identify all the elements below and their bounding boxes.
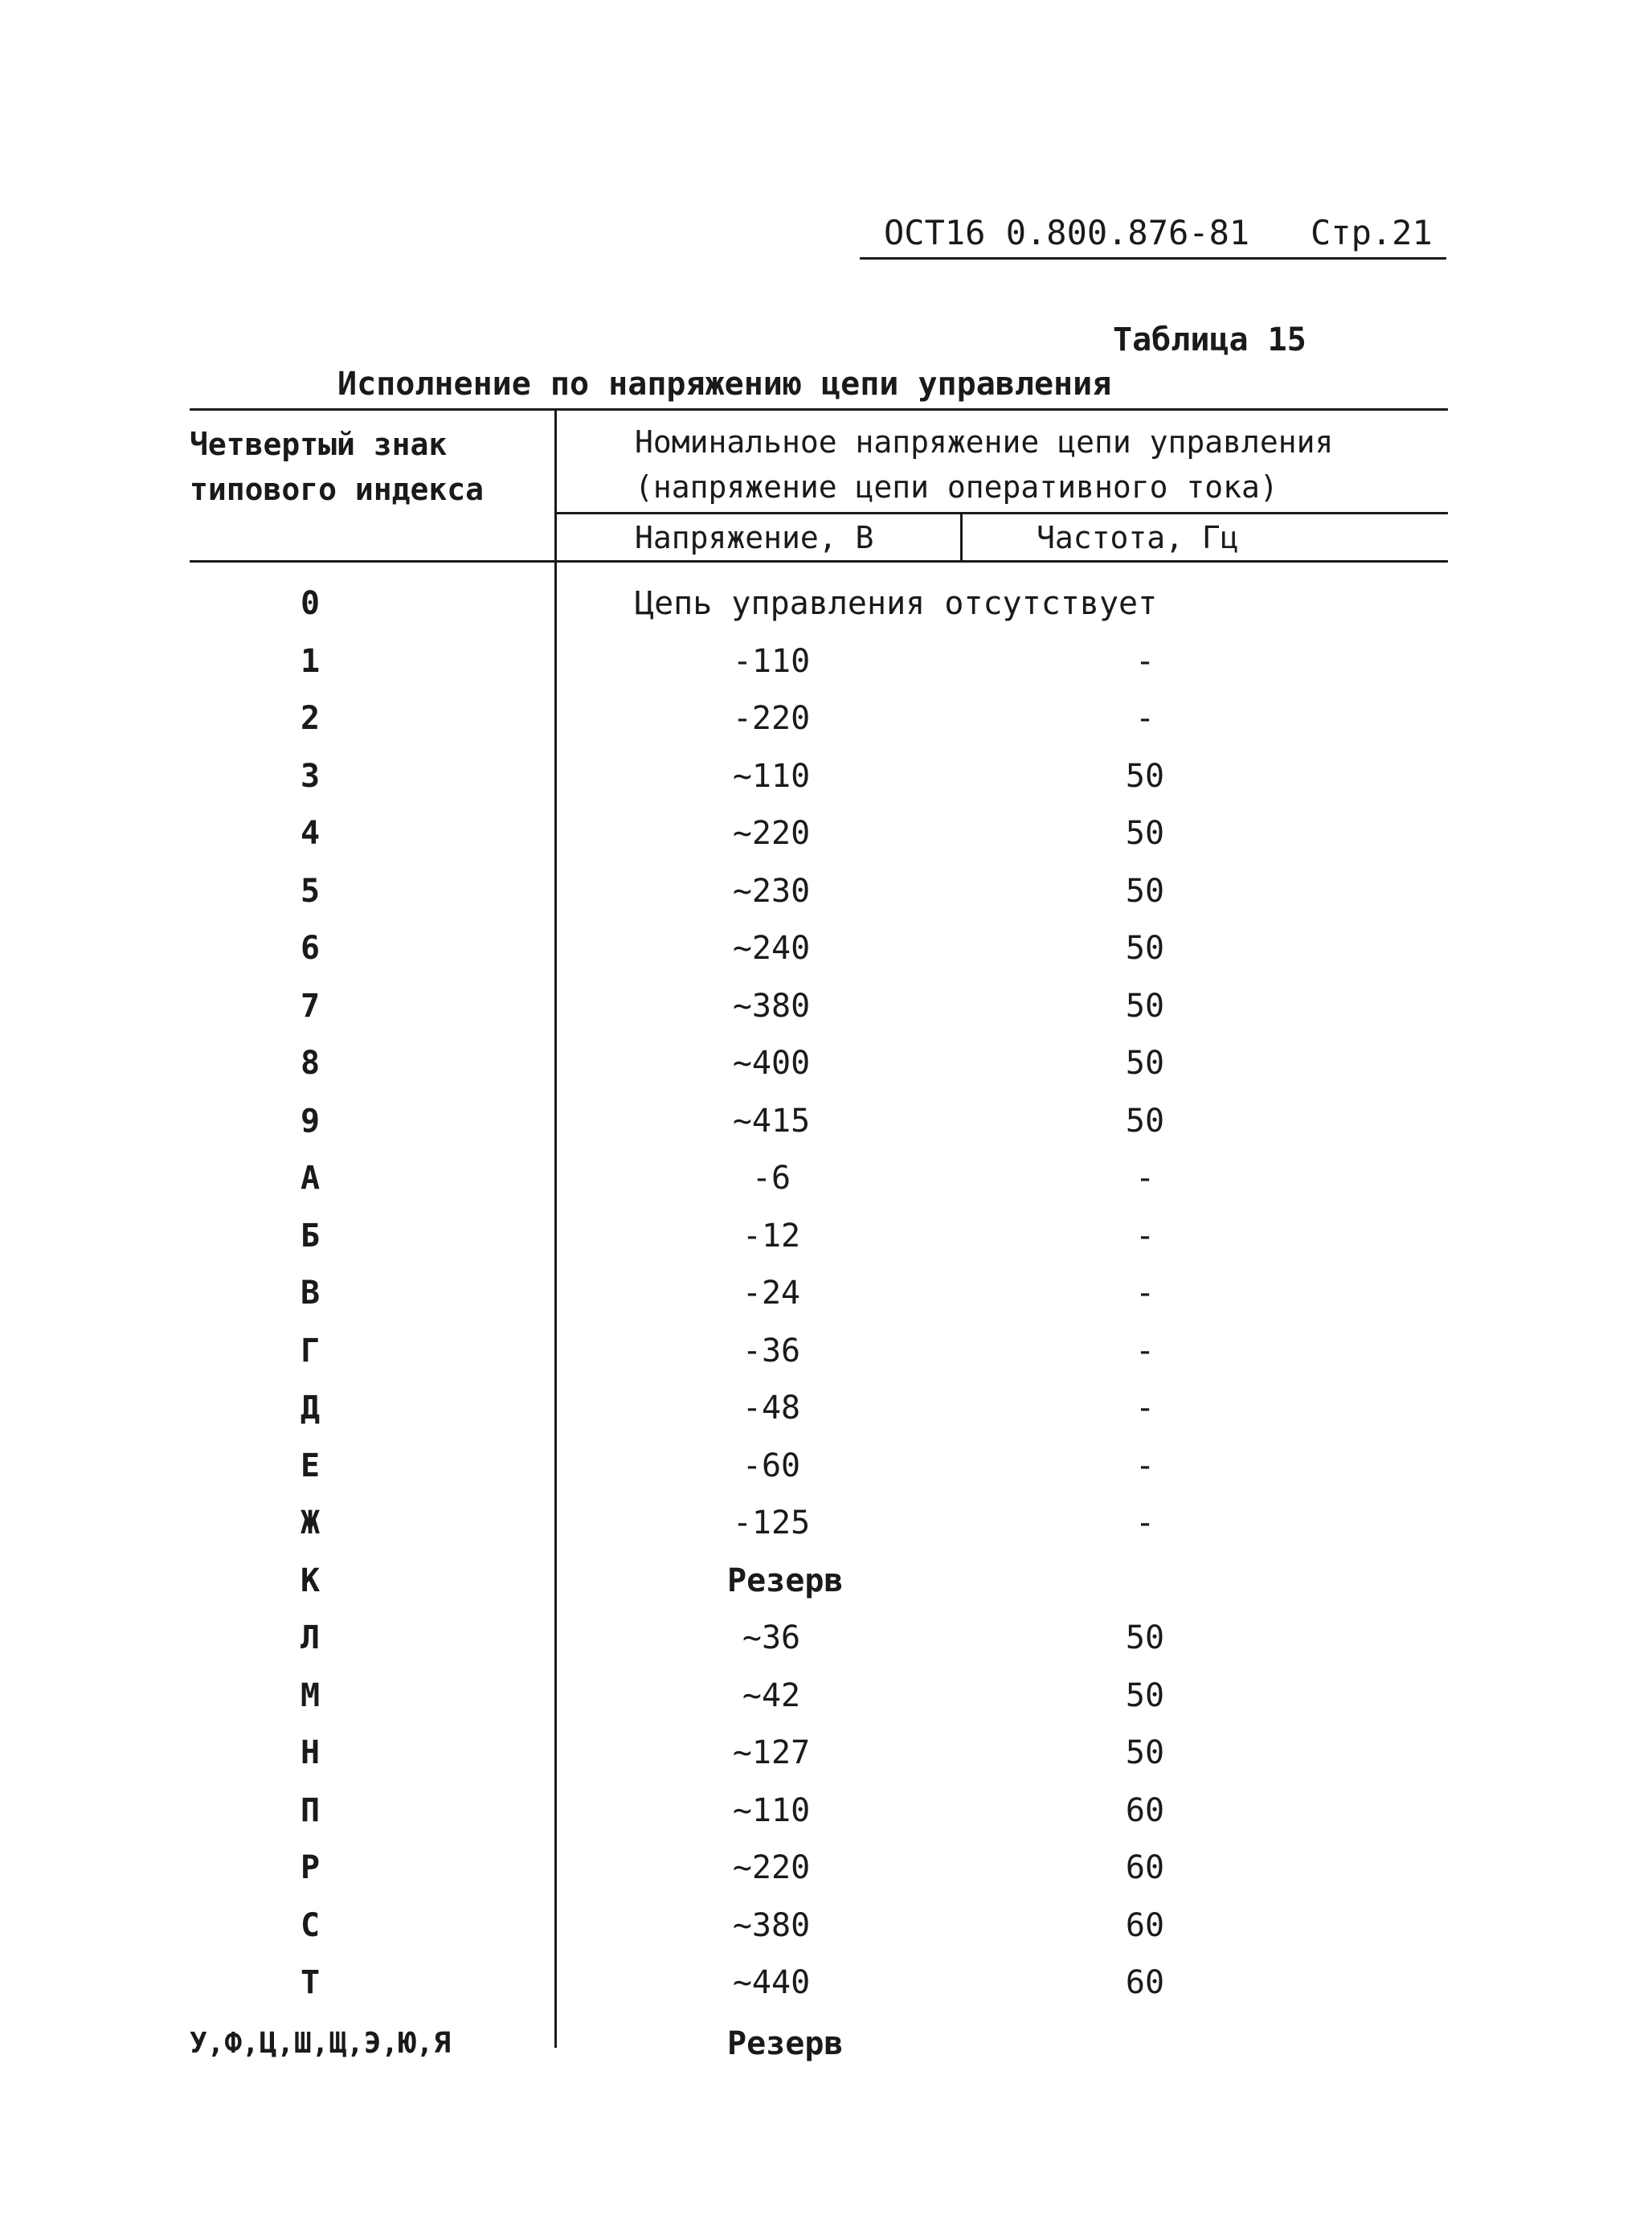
table-row bbox=[0, 1495, 1652, 1551]
cell-code: Г bbox=[300, 1332, 321, 1369]
cell-frequency: 50 bbox=[1125, 872, 1165, 910]
cell-code: Д bbox=[300, 1390, 321, 1427]
cell-code: Т bbox=[300, 1964, 321, 2001]
cell-code: 9 bbox=[300, 1102, 321, 1140]
column-header-voltage: Напряжение, В bbox=[635, 520, 874, 555]
cell-voltage: ~220 bbox=[732, 815, 811, 852]
cell-frequency: 60 bbox=[1125, 1849, 1165, 1886]
cell-code: 1 bbox=[300, 642, 321, 680]
cell-voltage: ~400 bbox=[732, 1045, 811, 1082]
cell-frequency: 50 bbox=[1125, 930, 1165, 967]
cell-voltage: -110 bbox=[732, 642, 811, 680]
cell-frequency: 60 bbox=[1125, 1906, 1165, 1944]
cell-code: 5 bbox=[300, 872, 321, 910]
cell-code: Н bbox=[300, 1734, 321, 1771]
cell-voltage: -48 bbox=[742, 1390, 801, 1427]
cell-code: 3 bbox=[300, 757, 321, 795]
cell-code: 2 bbox=[300, 700, 321, 737]
cell-frequency: - bbox=[1135, 642, 1155, 680]
cell-voltage: Резерв bbox=[727, 1562, 844, 1599]
cell-code: Е bbox=[300, 1447, 321, 1484]
table-row bbox=[0, 1553, 1652, 1609]
cell-frequency: 50 bbox=[1125, 757, 1165, 795]
cell-code: Б bbox=[300, 1217, 321, 1255]
table-row bbox=[0, 920, 1652, 976]
cell-frequency: - bbox=[1135, 1160, 1155, 1197]
cell-voltage: Резерв bbox=[727, 2024, 844, 2062]
column-header-frequency: Частота, Гц bbox=[1037, 520, 1239, 555]
cell-code: 7 bbox=[300, 987, 321, 1025]
table-row bbox=[0, 1265, 1652, 1321]
cell-frequency: 50 bbox=[1125, 1619, 1165, 1656]
cell-code: 6 bbox=[300, 930, 321, 967]
cell-frequency: - bbox=[1135, 1217, 1155, 1255]
cell-frequency: 50 bbox=[1125, 815, 1165, 852]
cell-voltage: -220 bbox=[732, 700, 811, 737]
cell-voltage: ~230 bbox=[732, 872, 811, 910]
table-row bbox=[0, 1150, 1652, 1206]
table-row bbox=[0, 863, 1652, 919]
table-row bbox=[0, 978, 1652, 1034]
cell-frequency: - bbox=[1135, 1275, 1155, 1312]
cell-code: 8 bbox=[300, 1045, 321, 1082]
cell-code: А bbox=[300, 1160, 321, 1197]
cell-code: С bbox=[300, 1906, 321, 1944]
cell-code: У,Ф,Ц,Ш,Щ,Э,Ю,Я bbox=[190, 2026, 452, 2060]
table-row bbox=[0, 1438, 1652, 1494]
table-row bbox=[0, 1035, 1652, 1091]
table-row bbox=[0, 1725, 1652, 1781]
cell-frequency: 50 bbox=[1125, 1102, 1165, 1140]
cell-voltage: Цепь управления отсутствует bbox=[635, 585, 1158, 622]
cell-voltage: ~42 bbox=[742, 1676, 801, 1714]
cell-frequency: - bbox=[1135, 1390, 1155, 1427]
cell-code: В bbox=[300, 1275, 321, 1312]
cell-voltage: ~220 bbox=[732, 1849, 811, 1886]
cell-frequency: - bbox=[1135, 1332, 1155, 1369]
cell-code: Р bbox=[300, 1849, 321, 1886]
table-row bbox=[0, 1783, 1652, 1839]
cell-frequency: 60 bbox=[1125, 1964, 1165, 2001]
table-title: Исполнение по напряжению цепи управления bbox=[337, 366, 1112, 403]
cell-voltage: -6 bbox=[751, 1160, 791, 1197]
table-row bbox=[0, 2016, 1652, 2072]
table-row bbox=[0, 1323, 1652, 1379]
cell-code: 0 bbox=[300, 585, 321, 622]
table-row bbox=[0, 805, 1652, 862]
cell-voltage: ~415 bbox=[732, 1102, 811, 1140]
cell-voltage: ~127 bbox=[732, 1734, 811, 1771]
cell-frequency: 50 bbox=[1125, 1045, 1165, 1082]
cell-voltage: ~110 bbox=[732, 1791, 811, 1829]
table-row bbox=[0, 575, 1652, 632]
cell-frequency: - bbox=[1135, 1447, 1155, 1484]
cell-voltage: ~110 bbox=[732, 757, 811, 795]
table-row bbox=[0, 1955, 1652, 2011]
cell-frequency: 50 bbox=[1125, 1734, 1165, 1771]
document-reference: ОСТ16 0.800.876-81 Стр.21 bbox=[884, 213, 1433, 252]
cell-code: П bbox=[300, 1791, 321, 1829]
cell-frequency: - bbox=[1135, 700, 1155, 737]
cell-voltage: ~380 bbox=[732, 987, 811, 1025]
column-header-voltage-group: Номинальное напряжение цепи управления (напряжение цепи оперативного тока) bbox=[635, 424, 1334, 505]
table-row bbox=[0, 1668, 1652, 1724]
cell-voltage: -125 bbox=[732, 1504, 811, 1541]
table-row bbox=[0, 748, 1652, 804]
cell-voltage: -60 bbox=[742, 1447, 801, 1484]
table-row bbox=[0, 1093, 1652, 1149]
cell-voltage: ~36 bbox=[742, 1619, 801, 1656]
cell-frequency: 60 bbox=[1125, 1791, 1165, 1829]
table-number: Таблица 15 bbox=[1113, 321, 1306, 358]
cell-voltage: ~380 bbox=[732, 1906, 811, 1944]
table-row bbox=[0, 1840, 1652, 1896]
cell-voltage: ~440 bbox=[732, 1964, 811, 2001]
cell-voltage: -36 bbox=[742, 1332, 801, 1369]
column-header-code: Четвертый знак типового индекса bbox=[190, 427, 485, 507]
cell-code: Ж bbox=[300, 1504, 321, 1541]
cell-code: 4 bbox=[300, 815, 321, 852]
table-row bbox=[0, 1208, 1652, 1264]
cell-voltage: ~240 bbox=[732, 930, 811, 967]
cell-voltage: -12 bbox=[742, 1217, 801, 1255]
cell-voltage: -24 bbox=[742, 1275, 801, 1312]
cell-code: М bbox=[300, 1676, 321, 1714]
cell-frequency: - bbox=[1135, 1504, 1155, 1541]
cell-frequency: 50 bbox=[1125, 987, 1165, 1025]
cell-code: К bbox=[300, 1562, 321, 1599]
cell-frequency: 50 bbox=[1125, 1676, 1165, 1714]
table-row bbox=[0, 633, 1652, 690]
table-row bbox=[0, 1380, 1652, 1436]
table-row bbox=[0, 1610, 1652, 1666]
table-row bbox=[0, 690, 1652, 747]
cell-code: Л bbox=[300, 1619, 321, 1656]
table-row bbox=[0, 1897, 1652, 1954]
